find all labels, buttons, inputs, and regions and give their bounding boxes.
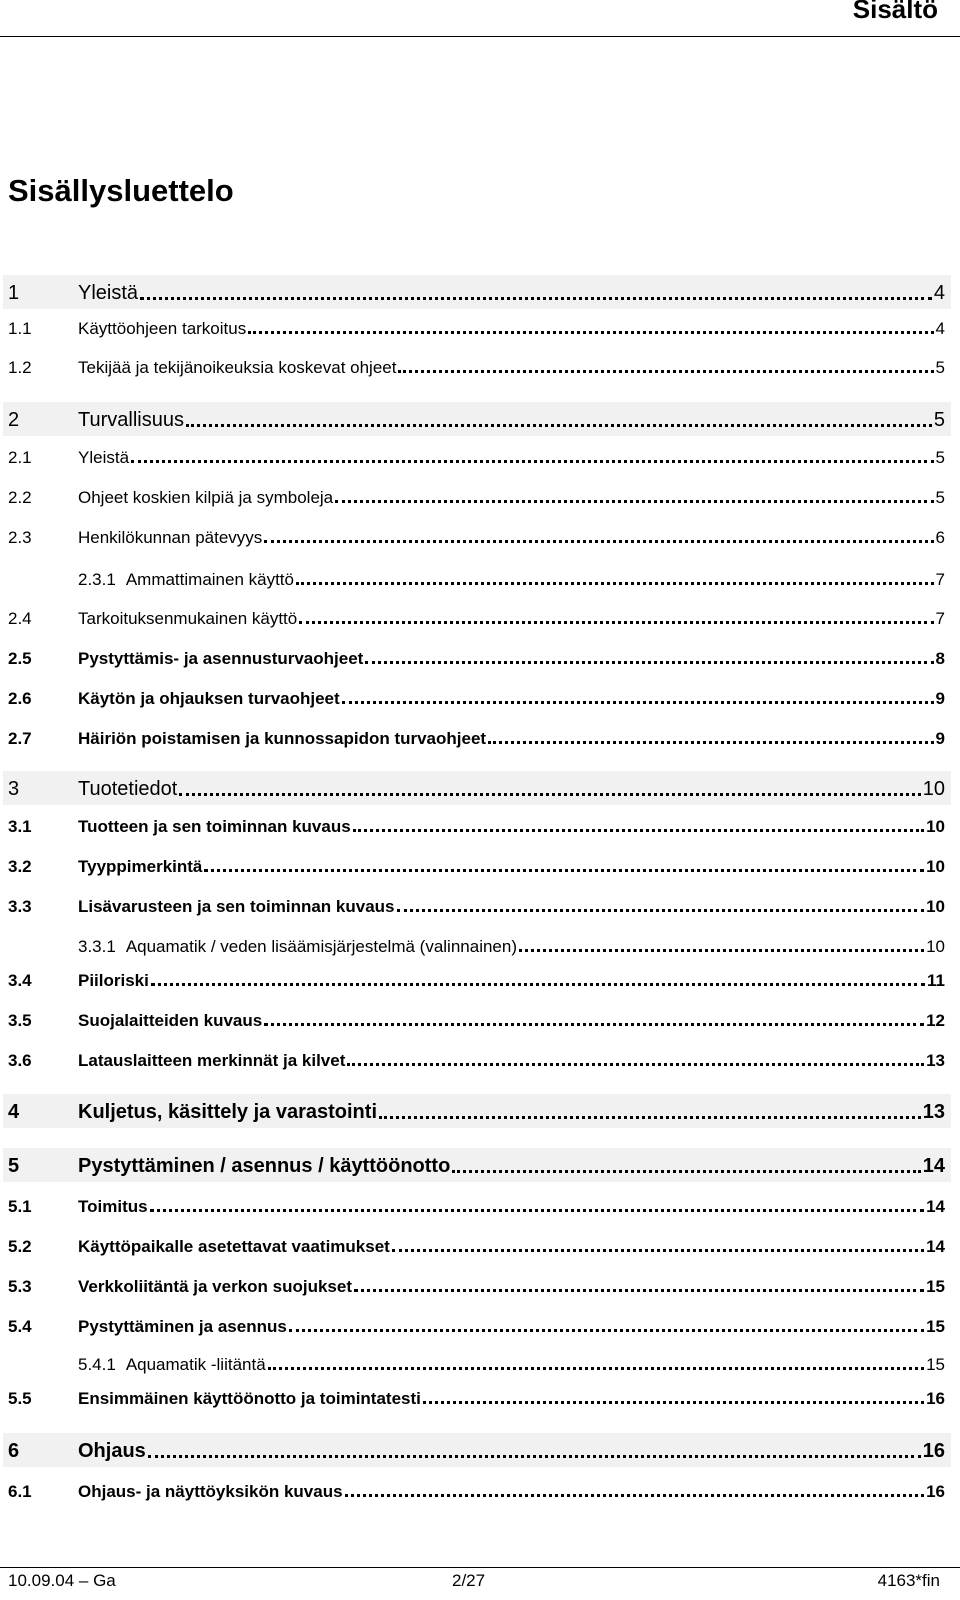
toc-entry-page: 16 xyxy=(922,1440,945,1462)
toc-entry[interactable] xyxy=(3,684,951,712)
toc-dot-leader xyxy=(398,370,933,373)
toc-entry-number: 5.4 xyxy=(8,1317,32,1336)
toc-entry-number: 3.3.1 xyxy=(78,937,116,956)
toc-dot-leader xyxy=(179,793,920,796)
toc-entry[interactable] xyxy=(3,314,951,342)
toc-entry-page: 6 xyxy=(935,528,945,547)
toc-dot-leader xyxy=(519,949,924,952)
toc-entry-number: 6.1 xyxy=(8,1482,32,1501)
toc-entry-number: 2.6 xyxy=(8,689,32,708)
toc-entry-label: Lisävarusteen ja sen toiminnan kuvaus xyxy=(78,897,395,916)
toc-entry[interactable] xyxy=(3,771,951,805)
toc-entry-number: 4 xyxy=(8,1101,20,1123)
toc-entry-page: 5 xyxy=(935,448,945,467)
toc-dot-leader xyxy=(345,1494,925,1497)
toc-entry-number: 2.3 xyxy=(8,528,32,547)
toc-dot-leader xyxy=(131,460,934,463)
toc-dot-leader xyxy=(299,621,933,624)
toc-entry-label: Ammattimainen käyttö xyxy=(125,570,294,589)
toc-entry-label: Ohjeet koskien kilpiä ja symboleja xyxy=(78,488,334,507)
footer-divider xyxy=(0,1567,960,1568)
toc-entry-label: Tuotetiedot xyxy=(78,778,178,800)
toc-entry-label: Aquamatik -liitäntä xyxy=(125,1355,266,1374)
toc-entry[interactable] xyxy=(3,932,951,960)
toc-entry[interactable] xyxy=(3,275,951,309)
toc-dot-leader xyxy=(365,661,933,664)
toc-entry[interactable] xyxy=(3,483,951,511)
toc-entry[interactable] xyxy=(3,565,951,593)
toc-dot-leader xyxy=(204,869,924,872)
toc-entry-page: 14 xyxy=(926,1197,945,1216)
toc-entry-page: 15 xyxy=(926,1355,945,1374)
toc-entry-page: 14 xyxy=(922,1155,945,1177)
toc-entry-number: 3 xyxy=(8,778,20,800)
toc-entry-page: 10 xyxy=(926,897,945,916)
toc-entry-label: Yleistä xyxy=(78,448,130,467)
toc-entry[interactable] xyxy=(3,1433,951,1467)
toc-dot-leader xyxy=(248,331,933,334)
toc-entry-number: 5.2 xyxy=(8,1237,32,1256)
toc-entry-label: Ensimmäinen käyttöönotto ja toimintatesti xyxy=(78,1389,421,1408)
toc-entry-number: 5.1 xyxy=(8,1197,32,1216)
toc-entry-page: 14 xyxy=(926,1237,945,1256)
toc-entry-page: 7 xyxy=(935,570,945,589)
toc-entry-page: 5 xyxy=(933,409,945,431)
toc-dot-leader xyxy=(488,741,933,744)
toc-entry-page: 11 xyxy=(927,971,945,990)
toc-entry-page: 15 xyxy=(926,1277,945,1296)
toc-entry-label: Aquamatik / veden lisäämisjärjestelmä (valinnainen) xyxy=(125,937,517,956)
toc-entry-number: 2 xyxy=(8,409,20,431)
toc-entry-label: Häiriön poistamisen ja kunnossapidon turvaohjeet xyxy=(78,729,487,748)
toc-dot-leader xyxy=(151,983,925,986)
toc-entry[interactable] xyxy=(3,1046,951,1074)
toc-entry-label: Verkkoliitäntä ja verkon suojukset xyxy=(78,1277,353,1296)
toc-dot-leader xyxy=(392,1249,924,1252)
toc-entry[interactable] xyxy=(3,1384,951,1412)
toc-entry[interactable] xyxy=(3,724,951,752)
toc-entry-page: 16 xyxy=(926,1389,945,1408)
toc-entry[interactable] xyxy=(3,1094,951,1128)
toc-entry-page: 9 xyxy=(935,729,945,748)
toc-entry-label: Turvallisuus xyxy=(78,409,184,431)
toc-entry-page: 9 xyxy=(935,689,945,708)
toc-entry[interactable] xyxy=(3,1232,951,1260)
toc-entry-label: Yleistä xyxy=(78,282,139,304)
toc-entry-page: 10 xyxy=(926,857,945,876)
toc-entry-number: 5.3 xyxy=(8,1277,32,1296)
toc-dot-leader xyxy=(423,1401,924,1404)
footer-date: 10.09.04 – Ga xyxy=(8,1571,116,1590)
toc-entry[interactable] xyxy=(3,1006,951,1034)
toc-dot-leader xyxy=(397,909,925,912)
toc-dot-leader xyxy=(150,1209,925,1212)
toc-dot-leader xyxy=(354,1289,924,1292)
toc-entry-page: 15 xyxy=(926,1317,945,1336)
toc-entry-number: 5 xyxy=(8,1155,20,1177)
toc-entry-number: 2.2 xyxy=(8,488,32,507)
toc-entry-label: Latauslaitteen merkinnät ja kilvet xyxy=(78,1051,346,1070)
toc-entry[interactable] xyxy=(3,604,951,632)
toc-entry-number: 1.2 xyxy=(8,358,32,377)
toc-entry[interactable] xyxy=(3,1272,951,1300)
toc-dot-leader xyxy=(264,540,933,543)
toc-entry-number: 3.4 xyxy=(8,971,32,990)
toc-entry-label: Suojalaitteiden kuvaus xyxy=(78,1011,263,1030)
toc-entry[interactable] xyxy=(3,1312,951,1340)
toc-entry[interactable] xyxy=(3,892,951,920)
toc-entry[interactable] xyxy=(3,1350,951,1378)
toc-entry-page: 8 xyxy=(935,649,945,668)
toc-entry[interactable] xyxy=(3,402,951,436)
toc-entry-number: 3.1 xyxy=(8,817,32,836)
toc-entry-page: 10 xyxy=(926,817,945,836)
toc-entry[interactable] xyxy=(3,644,951,672)
toc-entry-label: Käyttöohjeen tarkoitus xyxy=(78,319,247,338)
toc-dot-leader xyxy=(296,582,934,585)
toc-entry-number: 2.3.1 xyxy=(78,570,116,589)
toc-entry-number: 3.3 xyxy=(8,897,32,916)
page-header-title: Sisältö xyxy=(852,0,938,24)
footer-page-number: 2/27 xyxy=(452,1571,486,1590)
toc-entry-number: 1.1 xyxy=(8,319,32,338)
toc-entry-label: Ohjaus xyxy=(78,1440,146,1462)
toc-dot-leader xyxy=(379,1116,921,1119)
toc-entry-number: 3.2 xyxy=(8,857,32,876)
toc-entry-label: Pystyttämis- ja asennusturvaohjeet xyxy=(78,649,364,668)
toc-entry-number: 2.7 xyxy=(8,729,32,748)
toc-entry-label: Piiloriski xyxy=(78,971,149,990)
toc-dot-leader xyxy=(268,1367,924,1370)
toc-entry[interactable] xyxy=(3,852,951,880)
toc-entry-number: 5.4.1 xyxy=(78,1355,116,1374)
toc-entry[interactable] xyxy=(3,812,951,840)
toc-entry-number: 2.5 xyxy=(8,649,32,668)
toc-entry-page: 5 xyxy=(935,488,945,507)
toc-dot-leader xyxy=(452,1170,920,1173)
toc-entry-label: Kuljetus, käsittely ja varastointi xyxy=(78,1101,377,1123)
toc-entry-number: 3.5 xyxy=(8,1011,32,1030)
toc-entry-label: Tarkoituksenmukainen käyttö xyxy=(78,609,298,628)
toc-entry[interactable] xyxy=(3,443,951,471)
toc-entry-page: 13 xyxy=(926,1051,945,1070)
toc-entry-number: 2.4 xyxy=(8,609,32,628)
toc-entry-page: 16 xyxy=(926,1482,945,1501)
toc-dot-leader xyxy=(335,500,933,503)
toc-entry[interactable] xyxy=(3,1148,951,1182)
toc-entry-number: 1 xyxy=(8,282,20,304)
document-title: Sisällysluettelo xyxy=(8,173,234,208)
toc-entry-page: 10 xyxy=(922,778,945,800)
toc-entry-page: 13 xyxy=(922,1101,945,1123)
toc-entry-label: Pystyttäminen ja asennus xyxy=(78,1317,287,1336)
toc-entry-label: Tekijää ja tekijänoikeuksia koskevat ohjeet xyxy=(78,358,397,377)
toc-entry-label: Tuotteen ja sen toiminnan kuvaus xyxy=(78,817,351,836)
toc-entry-label: Käytön ja ohjauksen turvaohjeet xyxy=(78,689,340,708)
toc-entry-page: 4 xyxy=(935,319,945,338)
toc-entry-number: 6 xyxy=(8,1440,20,1462)
toc-dot-leader xyxy=(264,1023,924,1026)
toc-dot-leader xyxy=(186,424,932,427)
toc-entry[interactable] xyxy=(3,523,951,551)
toc-entry-label: Ohjaus- ja näyttöyksikön kuvaus xyxy=(78,1482,343,1501)
toc-dot-leader xyxy=(353,829,924,832)
toc-entry-page: 7 xyxy=(935,609,945,628)
toc-entry-number: 2.1 xyxy=(8,448,32,467)
footer-document-id: 4163*fin xyxy=(877,1571,940,1590)
toc-entry[interactable] xyxy=(3,353,951,381)
toc-entry-label: Henkilökunnan pätevyys xyxy=(78,528,263,547)
toc-entry-label: Tyyppimerkintä xyxy=(78,857,203,876)
toc-dot-leader xyxy=(148,1455,921,1458)
toc-entry-page: 4 xyxy=(933,282,945,304)
toc-dot-leader xyxy=(140,297,932,300)
toc-dot-leader xyxy=(289,1329,924,1332)
toc-dot-leader xyxy=(342,701,934,704)
toc-entry-page: 10 xyxy=(926,937,945,956)
toc-dot-leader xyxy=(347,1063,924,1066)
toc-entry[interactable] xyxy=(3,1192,951,1220)
header-divider xyxy=(0,36,960,37)
toc-entry[interactable] xyxy=(3,1477,951,1505)
toc-entry-page: 5 xyxy=(935,358,945,377)
toc-entry-number: 3.6 xyxy=(8,1051,32,1070)
toc-entry-page: 12 xyxy=(926,1011,945,1030)
toc-entry-label: Käyttöpaikalle asetettavat vaatimukset xyxy=(78,1237,390,1256)
toc-entry[interactable] xyxy=(3,966,951,994)
toc-entry-number: 5.5 xyxy=(8,1389,32,1408)
toc-entry-label: Pystyttäminen / asennus / käyttöönotto xyxy=(78,1155,451,1177)
toc-entry-label: Toimitus xyxy=(78,1197,148,1216)
